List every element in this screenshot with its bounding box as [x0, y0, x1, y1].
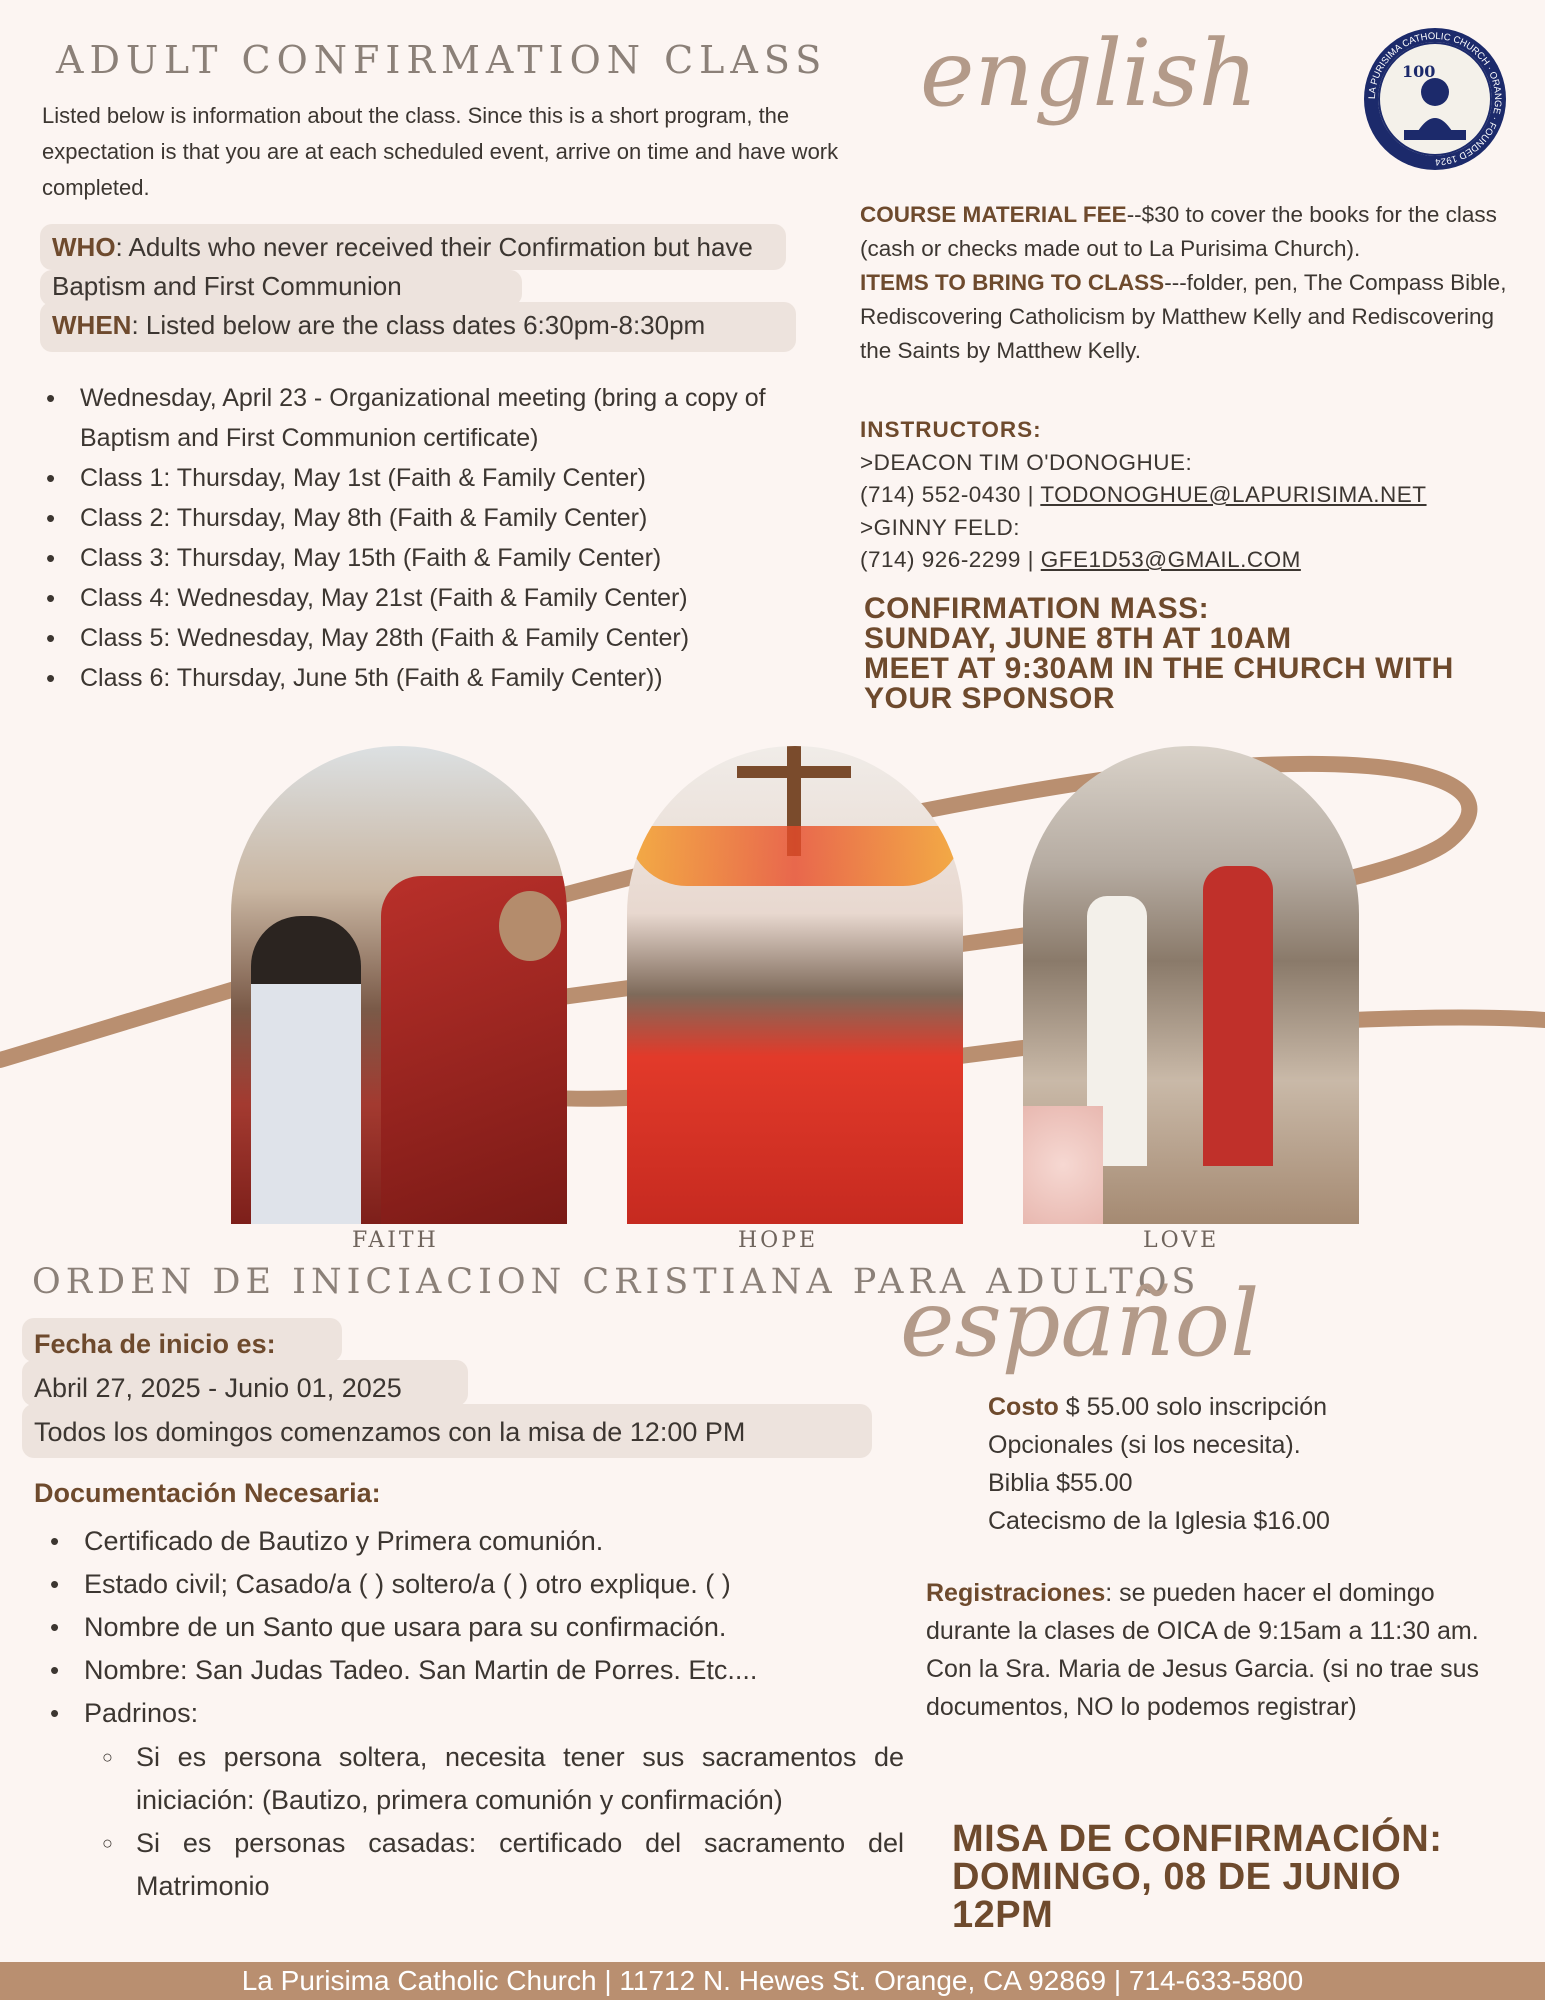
cost-text: $ 55.00 solo inscripción [1058, 1393, 1328, 1421]
instructor2-name: >GINNY FELD: [860, 514, 1021, 540]
list-item: • Class 3: Thursday, May 15th (Faith & Family Center) [80, 538, 820, 578]
confirmation-mass-block [864, 594, 1524, 714]
reg-text: : se pueden hacer el domingo durante la clases de OICA de 9:15am a 11:30 am. Con la Sra. Maria de Jesus Garcia. (si no trae sus documentos, NO lo podemos registrar) [926, 1579, 1480, 1721]
english-intro: Listed below is information about the class. Since this is a short program, the expectation is that you are at each scheduled event, arrive on time and have work completed. [42, 103, 839, 200]
items-label: ITEMS TO BRING TO CLASS [860, 270, 1165, 295]
instructors-block [860, 414, 1520, 577]
bible-cost: Biblia $55.00 [988, 1469, 1133, 1497]
when-label: WHEN [52, 310, 132, 340]
who-text: : Adults who never received their Confirmation but have Baptism and First Communion [52, 232, 753, 301]
fee-label: COURSE MATERIAL FEE [860, 202, 1127, 227]
who-label: WHO [52, 232, 116, 262]
catechism-cost: Catecismo de la Iglesia $16.00 [988, 1507, 1330, 1535]
misa-block [952, 1820, 1442, 1934]
mass-line-3: MEET AT 9:30AM IN THE CHURCH WITH YOUR SPONSOR [864, 652, 1454, 715]
logo-ring-text: LA PURISIMA CATHOLIC CHURCH · ORANGE · FOUNDED 1924 [1366, 30, 1504, 168]
church-logo [1364, 28, 1506, 170]
list-item: ○ Si es persona soltera, necesita tener sus sacramentos de iniciación: (Bautizo, primera comunión y confirmación) [136, 1736, 904, 1822]
instructor1-phone: (714) 552-0430 | [860, 482, 1041, 507]
footer-address: La Purisima Catholic Church | 11712 N. Hewes St. Orange, CA 92869 | 714-633-5800 [0, 1962, 1545, 2000]
english-title: ADULT CONFIRMATION CLASS [56, 38, 828, 82]
reg-label: Registraciones [926, 1579, 1106, 1607]
caption-faith: FAITH [352, 1228, 439, 1253]
misa-line-3: 12PM [952, 1894, 1054, 1936]
docs-list [84, 1520, 904, 1735]
list-item: • Class 5: Wednesday, May 28th (Faith & Family Center) [80, 618, 820, 658]
spanish-script-label: español [900, 1270, 1260, 1377]
when-text: : Listed below are the class dates 6:30pm-8:30pm [131, 310, 706, 340]
padrinos-list [136, 1736, 904, 1908]
docs-label: Documentación Necesaria: [34, 1478, 381, 1508]
logo-badge: 100 [1402, 62, 1436, 81]
list-item: • Nombre: San Judas Tadeo. San Martin de Porres. Etc.... [84, 1649, 904, 1692]
hope-photo [627, 746, 963, 1224]
caption-love: LOVE [1143, 1228, 1220, 1253]
start-block [34, 1322, 745, 1454]
items-text: ---folder, pen, The Compass Bible, Rediscovering Catholicism by Matthew Kelly and Rediscovering the Saints by Matthew Kelly. [860, 270, 1507, 363]
course-material-fee [860, 198, 1520, 368]
list-item: • Wednesday, April 23 - Organizational meeting (bring a copy of Baptism and First Communion certificate) [80, 378, 820, 458]
love-photo [1023, 746, 1359, 1224]
mass-line-2: SUNDAY, JUNE 8TH AT 10AM [864, 622, 1292, 655]
start-label: Fecha de inicio es: [34, 1329, 276, 1359]
list-item: • Padrinos: [84, 1692, 904, 1735]
instructor1-email-link[interactable]: TODONOGHUE@LAPURISIMA.NET [1040, 482, 1427, 507]
caption-hope: HOPE [738, 1228, 819, 1253]
registration-block [926, 1574, 1526, 1726]
cost-block [988, 1388, 1330, 1540]
faith-photo [231, 746, 567, 1224]
list-item: ○ Si es personas casadas: certificado del sacramento del Matrimonio [136, 1822, 904, 1908]
misa-line-1: MISA DE CONFIRMACIÓN: [952, 1818, 1443, 1860]
instructors-label: INSTRUCTORS: [860, 417, 1042, 442]
mass-line-1: CONFIRMATION MASS: [864, 592, 1210, 625]
list-item: • Estado civil; Casado/a ( ) soltero/a ( ) otro explique. ( ) [84, 1563, 904, 1606]
misa-line-2: DOMINGO, 08 DE JUNIO [952, 1856, 1402, 1898]
list-item: • Nombre de un Santo que usara para su confirmación. [84, 1606, 904, 1649]
list-item: • Class 6: Thursday, June 5th (Faith & Family Center)) [80, 658, 820, 698]
instructor1-name: >DEACON TIM O'DONOGHUE: [860, 449, 1193, 475]
instructor2-email-link[interactable]: GFE1D53@GMAIL.COM [1040, 547, 1301, 572]
english-script-label: english [920, 20, 1258, 127]
svg-text:LA PURISIMA CATHOLIC CHURCH · [1367, 31, 1503, 167]
list-item: • Class 4: Wednesday, May 21st (Faith & Family Center) [80, 578, 820, 618]
list-item: • Class 2: Thursday, May 8th (Faith & Family Center) [80, 498, 820, 538]
cost-label: Costo [988, 1393, 1059, 1421]
optional-note: Opcionales (si los necesita). [988, 1431, 1301, 1459]
who-text-block [52, 228, 792, 345]
class-schedule-list [80, 378, 820, 698]
instructor2-phone: (714) 926-2299 | [860, 547, 1041, 572]
start-dates: Abril 27, 2025 - Junio 01, 2025 [34, 1373, 402, 1403]
fee-text: --$30 to cover the books for the class (cash or checks made out to La Purisima Church). [860, 202, 1497, 261]
spanish-title: ORDEN DE INICIACION CRISTIANA PARA ADULTOS [32, 1262, 1201, 1302]
list-item: • Certificado de Bautizo y Primera comunión. [84, 1520, 904, 1563]
list-item: • Class 1: Thursday, May 1st (Faith & Family Center) [80, 458, 820, 498]
sundays-note: Todos los domingos comenzamos con la misa de 12:00 PM [34, 1417, 746, 1447]
